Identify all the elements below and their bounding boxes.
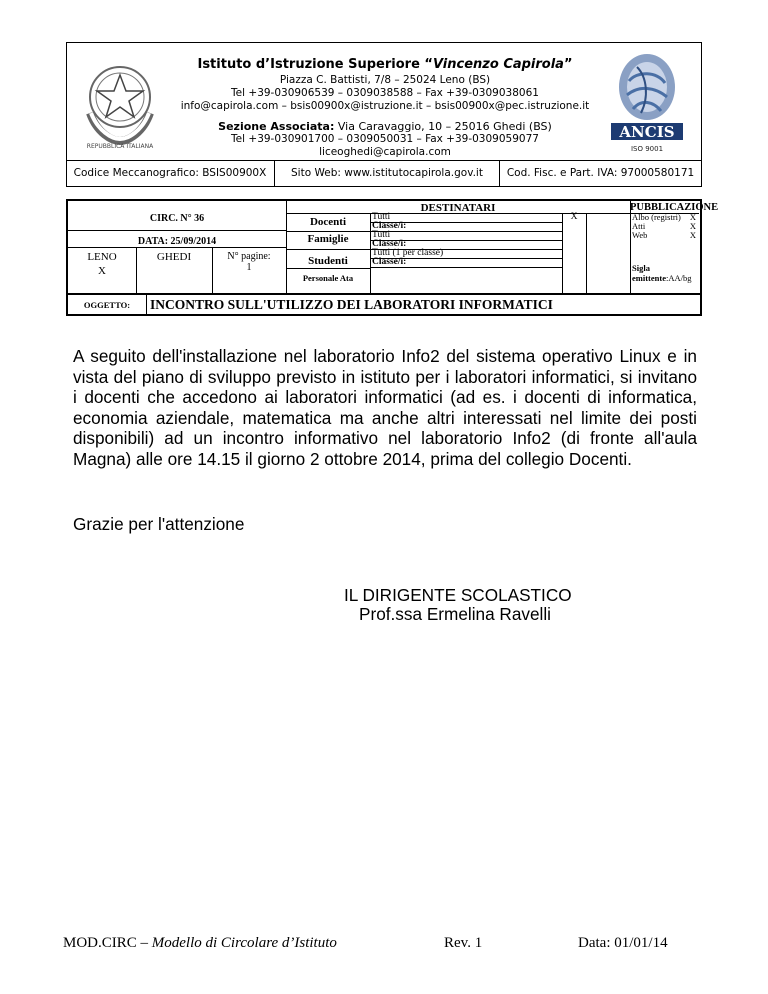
recipient-group: Famiglie — [307, 233, 349, 245]
recipient-option: Classe/i: — [372, 257, 407, 268]
recipient-group: Studenti — [308, 255, 348, 267]
recipient-option: Tutti — [372, 212, 391, 222]
footer-date: Data: 01/01/14 — [578, 935, 668, 951]
footer-revision: Rev. 1 — [444, 935, 483, 951]
publication-item: Atti X — [632, 221, 696, 231]
svg-text:ISO 9001: ISO 9001 — [630, 145, 664, 153]
branch-address: Sezione Associata: Via Caravaggio, 10 – 25016 Ghedi (BS) — [218, 120, 552, 133]
recipient-group: Docenti — [309, 216, 347, 228]
subject-label: OGGETTO: — [83, 300, 131, 310]
publication-item: Web X — [632, 230, 696, 240]
signature-name: Prof.ssa Ermelina Ravelli — [359, 604, 551, 624]
office-leno-mark: X — [98, 265, 106, 277]
recipient-option: Classe/i: — [372, 239, 407, 250]
recipient-option: Tutti (1 per classe) — [372, 248, 444, 259]
recipient-mark: X — [570, 212, 578, 222]
institute-website: Sito Web: www.istitutocapirola.gov.it — [291, 167, 483, 179]
institute-tax-code: Cod. Fisc. e Part. IVA: 97000580171 — [506, 167, 695, 179]
recipients-title: DESTINATARI — [420, 202, 496, 214]
institute-emails: info@capirola.com – bsis00900x@istruzione.it – bsis00900x@pec.istruzione.it — [180, 100, 590, 112]
svg-text:REPUBBLICA ITALIANA: REPUBBLICA ITALIANA — [86, 143, 154, 150]
office-leno: LENO — [87, 251, 117, 263]
pages-value: 1 — [246, 262, 252, 273]
circular-date: DATA: 25/09/2014 — [137, 236, 217, 247]
publication-title: PUBBLICAZIONE — [630, 202, 719, 213]
institute-code: Codice Meccanografico: BSIS00900X — [73, 167, 267, 179]
circular-info-table — [66, 199, 719, 316]
circular-body: A seguito dell'installazione nel laboratorio Info2 del sistema operativo Linux e in vista del piano di sviluppo previsto in istituto per i laboratori informatici, si invitano i docenti che accedono ai laboratori informatici (ad es. i docenti di informatica, economia aziendale, matematica ma anche altri interessati nel limite dei posti disponibili) ad un incontro informativo nel laboratorio Info2 (di fronte all'aula Magna) alle ore 14.15 il giorno 2 ottobre 2014, prima del collegio Docenti. — [73, 346, 697, 469]
institute-phones: Tel +39-030906539 – 0309038588 – Fax +39-0309038061 — [231, 87, 539, 99]
issuer-code: Sigla emittente:AA/bg — [632, 263, 692, 283]
branch-email: liceoghedi@capirola.com — [319, 146, 451, 158]
closing-thanks: Grazie per l'attenzione — [73, 514, 245, 534]
publication-item: Albo (registri) X — [632, 212, 696, 222]
subject: INCONTRO SULL'UTILIZZO DEI LABORATORI INFORMATICI — [150, 297, 553, 312]
institute-address: Piazza C. Battisti, 7/8 – 25024 Leno (BS) — [279, 74, 491, 86]
recipient-option: Tutti — [372, 230, 391, 241]
recipient-option: Classe/i: — [372, 221, 407, 232]
svg-text:ANCIS: ANCIS — [619, 123, 675, 141]
office-ghedi: GHEDI — [156, 251, 192, 263]
pages-label: N° pagine: — [227, 251, 271, 262]
branch-phones: Tel +39-030901700 – 0309050031 – Fax +39-0309059077 — [231, 133, 539, 145]
institute-header — [66, 42, 702, 187]
circular-number: CIRC. N° 36 — [149, 213, 205, 224]
recipient-staff: Personale Ata — [302, 273, 354, 283]
institute-name: Istituto d’Istruzione Superiore “Vincenzo Capirola” — [197, 57, 573, 72]
signature-role: IL DIRIGENTE SCOLASTICO — [344, 585, 572, 605]
footer-model: MOD.CIRC – Modello di Circolare d’Istituto — [63, 935, 337, 951]
